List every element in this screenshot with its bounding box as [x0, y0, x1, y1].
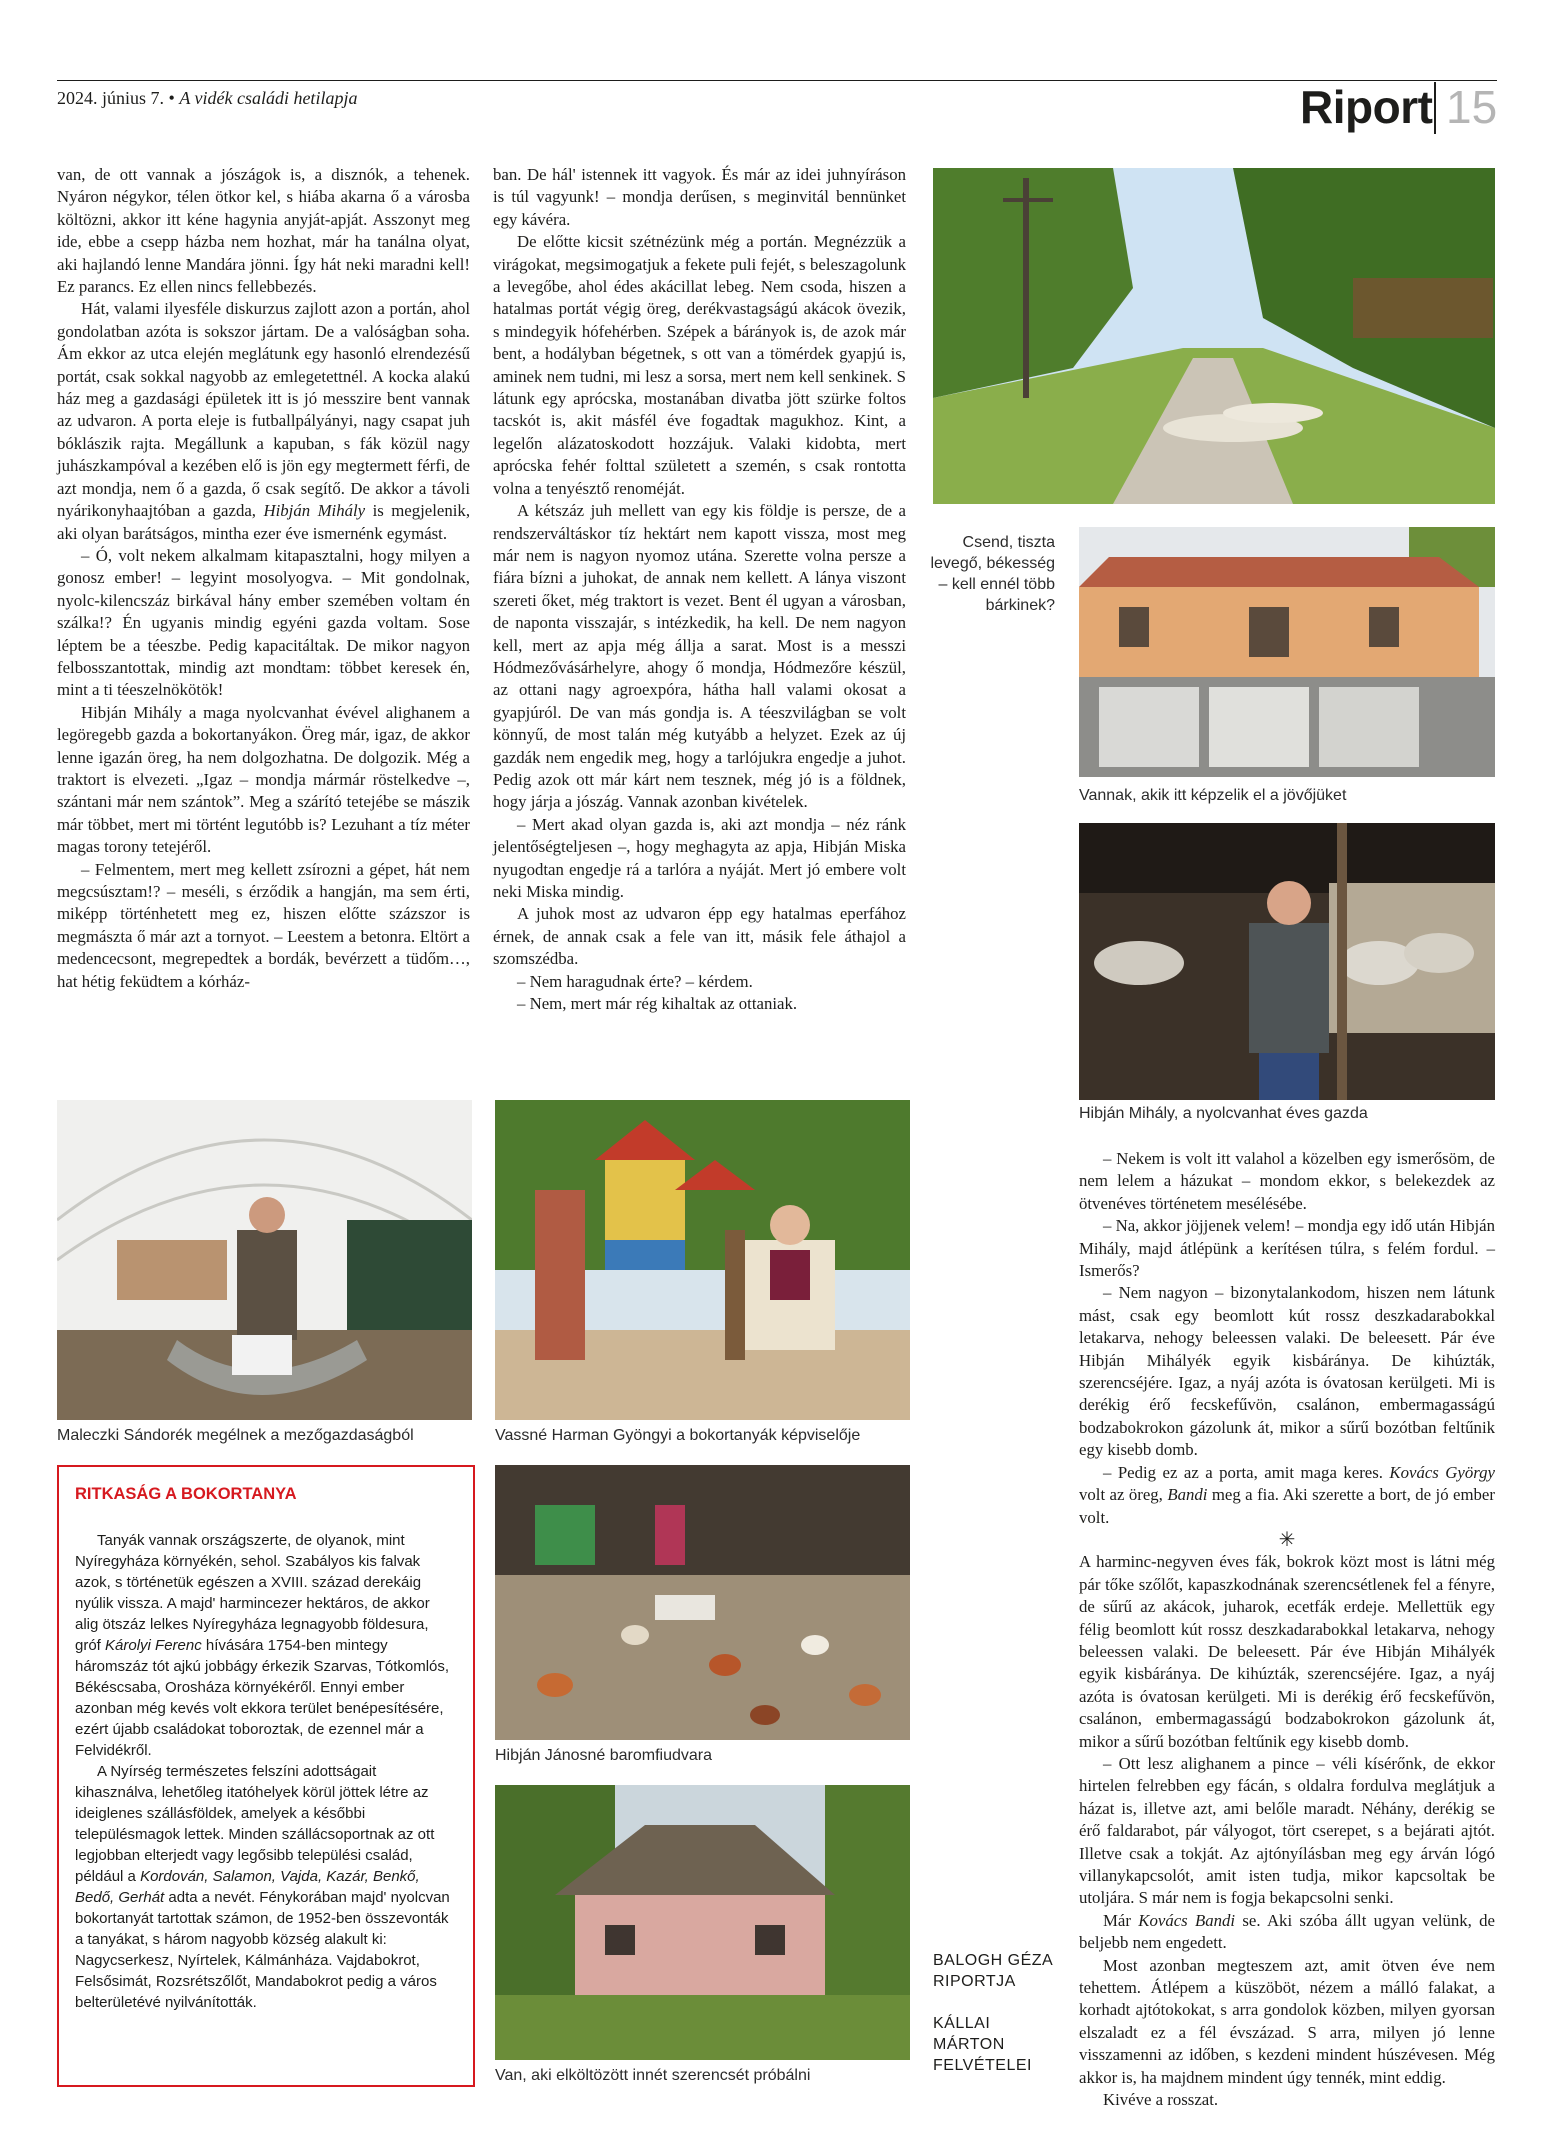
article-column-2: [493, 164, 906, 1015]
paragraph: – Ó, volt nekem alkalmam kitapasztalni, hogy milyen a gonosz ember! – legyint mosolyogva. – Mit gondolnak, nyolc-kilencszáz birkával hány ember szemében voltam én szálka!? Én ugyanis mindig egyéni gazda voltam. Sose léptem be a téeszbe. Pedig kapacitáltak. De mikor nagyon felbosszantottak, mindig azt mondtam: többet keresek én, mint a ti téeszelnökötök!: [57, 545, 470, 700]
caption-greenhouse: Maleczki Sándorék megélnek a mezőgazdaságból: [57, 1427, 414, 1444]
paragraph: De előtte kicsit szétnézünk még a portán. Megnézzük a virágokat, megsimogatjuk a fekete puli fejét, s beleszagolunk a levegőbe, ahol édes akácillat lebeg. Nem csoda, hiszen a hatalmas portát végig öreg, derékvastagságú akácok övezik, s mindegyik hófehérben. Szépek a bárányok is, de azok már bent, a hodályban bégetnek, s ott van a tömérdek gyapjú is, aminek nem tudni, mi lesz a sorsa, mert nem kell senkinek. S látunk egy aprócska, mostanában divatba jött szürke foltos tacskót is, akit másfél éve fogadtak magukhoz. Kint, a legelőn alázatoskodott hozzájuk. Valaki kidobta, mert aprócska fehér folttal született a szemén, s csak rontotta volna a tenyésztő renoméját.: [493, 232, 906, 498]
paragraph: Hát, valami ilyesféle diskurzus zajlott azon a portán, ahol gondolatban azóta is sokszor jártam. De a valóságban soha. Ám ekkor az utca elején meglátunk egy hasonló elrendezésű portát, csak sokkal nagyobb az emlegetettnél. A kocka alakú ház meg a gazdasági épületek itt is jó messzire bent vannak az udvaron. A porta eleje is futballpályányi, nagy csapat juh bóklászik rajta. Megállunk a kapuban, s fák közül nagy juhászkampóval a kezében elő is jön egy megtermett férfi, de azt mondja, nem ő a gazda, ő csak segítő. De akkor a távoli nyárikonyhaajtóban a gazda, Hibján Mihály is megjelenik, aki olyan barátságos, mintha ezer éve ismernénk egymást.: [57, 299, 471, 543]
credit-author-role: RIPORTJA: [933, 1973, 1016, 1990]
person-name: Kovács Bandi: [1138, 1910, 1236, 1930]
photo-new-house: [1079, 527, 1495, 777]
paragraph: van, de ott vannak a jószágok is, a disznók, a tehenek. Nyáron négykor, télen ötkor kel, s hiába akarna ő a városba költözni, akkor itt kéne hagynia anyját-apját. Asszonyt meg ide, ebbe a csepp házba nem hozhat, már ha tanálna olyat, aki hajlandó lenne Mandára jönni. Így hát neki maradni kell! Ez parancs. Ez ellen nincs fellebbezés.: [57, 165, 470, 297]
paragraph: – Nem, mert már rég kihaltak az ottaniak.: [517, 994, 798, 1014]
paragraph: – Felmentem, mert meg kellett zsírozni a gépet, hát nem megcsúsztam!? – meséli, s érződik a hangján, ma sem érti, miképp történhetett meg ez, hiszen előtte százszor is megmászta ő már azt a tornyot. – Leestem a betonra. Eltört a medencecsont, megrepedtek a bordák, bevérzett a tüdőm…, hat hétig feküdtem a kórház-: [57, 859, 470, 991]
caption-house: Vannak, akik itt képzelik el a jövőjüket: [1079, 787, 1347, 804]
family-names: Kordován, Salamon, Vajda, Kazár, Benkő, Bedő, Gerhát: [75, 1868, 420, 1906]
photo-poultry: [495, 1465, 910, 1740]
header-dateline: [57, 88, 357, 109]
photo-sheep-road: [933, 168, 1495, 504]
paragraph: Kivéve a rosszat.: [1103, 2090, 1219, 2110]
paragraph: A juhok most az udvaron épp egy hatalmas eperfához érnek, de annak csak a fele van itt, másik fele áthajol a szomszédba.: [493, 904, 906, 969]
photo-greenhouse: [57, 1100, 472, 1420]
caption-side-quote: Csend, tiszta levegő, békesség – kell ennél több bárkinek?: [930, 534, 1055, 614]
box-title: RITKASÁG A BOKORTANYA: [75, 1485, 297, 1503]
paragraph: A kétszáz juh mellett van egy kis földje is persze, de a rendszerváltáskor tíz hektárt nem kapott vissza, most meg már nem is nagyon nyomoz utána. Szerette volna persze a fiára bízni a juhokat, de annak nem kellett. A lánya viszont szereti őket, még traktort is vezet. Bent él ugyan a városban, de naponta visszajár, s intézkedik, ha kell. De nem nagyon kell, mert az apja még állja a sarat. Most is a messzi Hódmezővásárhelyre, ahogy ő mondja, Hódmezőre készül, az ottani nagy agroexpóra, hátha hall valami okosat a gyapjúról. De van más gondja is. A téeszvilágban se volt könnyű, de most talán még kutyább a helyzet. Ezek az új gazdák nem engedik meg, hogy a tarlójukra engedje a juhot. Pedig azok ott már kárt nem tesznek, még jó is a földnek, hogy járja a jószág. Vannak azonban kivételek.: [493, 501, 906, 812]
paragraph: – Nekem is volt itt valahol a közelben egy ismerősöm, de nem lelem a házukat – mondom ekkor, s belekezdek az ötvenéves történetem mesélésébe.: [1079, 1149, 1495, 1213]
caption-cottage: Van, aki elköltözött innét szerencsét próbálni: [495, 2067, 811, 2084]
box-text: [75, 1530, 457, 2013]
paragraph: – Nem nagyon – bizonytalankodom, hiszen nem látunk mást, csak egy beomlott kút rossz deszkadarabokkal letakarva, nehogy beleessen valaki. De beleesett. Pár éve Hibján Mihályék egyik kisbáránya. De kihúzták, szerencséjére. Igaz, a nyáj azóta is óvatosan kerülgeti. Mi is derékig érő fecskefűvön, csalánon, embermagasságú bodzabokrokon gázolunk át, mikor a sűrű bozótban feltűnik egy kisebb domb.: [1079, 1283, 1495, 1460]
photo-playground: [495, 1100, 910, 1420]
credit-photographer-role: FELVÉTELEI: [933, 2057, 1032, 2074]
paragraph: A harminc-negyven éves fák, bokrok közt most is látni még pár tőke szőlőt, kapaszkodnának szerencsétlenek fel a fényre, de sűrű az akácok, juharok, ecetfák erdeje. Mellettük egy félig beomlott kút rossz deszkadarabokkal letakarva, nehogy beleessen valaki. De beleesett. Pár éve Hibján Mihályék egyik kisbáránya. De kihúzták, szerencséjére. Igaz, a nyáj azóta is óvatosan kerülgeti. Mi is derékig érő fecskefűvön, csalánon, embermagasságú bodzabokrokon gázolunk át, mikor a sűrű bozótban feltűnik egy kisebb domb.: [1079, 1552, 1495, 1751]
paragraph: ban. De hál' istennek itt vagyok. És már az idei juhnyíráson is túl vagyunk! – mondja derűsen, s meginvitál bennünket egy kávéra.: [493, 165, 906, 229]
caption-poultry: Hibján Jánosné baromfiudvara: [495, 1747, 713, 1764]
paragraph: – Nem haragudnak érte? – kérdem.: [517, 971, 753, 991]
credits: [933, 1950, 1053, 2076]
section-divider: ✳: [1278, 1528, 1296, 1551]
photo-cottage: [495, 1785, 910, 2060]
paragraph: – Mert akad olyan gazda is, aki azt mondja – néz ránk jelentőségteljesen –, hogy meghagyta az apja, Hibján Miska nyugodtan engedje rá a tarlóra a nyáját. Mert jó embere volt neki Miska mindig.: [493, 814, 906, 901]
publication-tagline: A vidék családi hetilapja: [179, 88, 358, 108]
caption-playground: Vassné Harman Gyöngyi a bokortanyák képviselője: [495, 1427, 861, 1444]
header-separator: [1434, 82, 1436, 134]
header-rule: [57, 80, 1497, 81]
paragraph: Már Kovács Bandi se. Aki szóba állt ugyan velünk, de beljebb nem engedett.: [1079, 1910, 1495, 1953]
box-paragraph: Tanyák vannak országszerte, de olyanok, mint Nyíregyháza környékén, sehol. Szabályos kis falvak azok, s történetük egészen a XVIII. század derekáig nyúlik vissza. A majd' harmincezer hektáros, de akkor alig ötszáz lelkes Nyíregyháza legnagyobb földesura, gróf Károlyi Ferenc hívására 1754-ben mintegy háromszáz tót ajkú jobbágy érkezik Szarvas, Tótkomlós, Békéscsaba, Orosháza környékéről. Ennyi ember azonban még kevés volt ekkora terület benépesítésére, ezért újabb családokat toboroztak, de ezennel már a Felvidékről.: [75, 1532, 450, 1759]
photo-farmer: [1079, 823, 1495, 1100]
article-column-1: [57, 164, 470, 993]
page-number: 15: [1446, 81, 1498, 133]
section-title: Riport: [1300, 81, 1433, 133]
box-paragraph: A Nyírség természetes felszíni adottságait kihasználva, lehetőleg itatóhelyek körül jöttek létre az ideiglenes szállásföldek, amelyek a későbbi településmagok lettek. Minden szállácsoportnak az ott legjobban elterjedt vagy legősibb települési család, például a Kordován, Salamon, Vajda, Kazár, Benkő, Bedő, Gerhát adta a nevét. Fénykorában majd' nyolcvan bokortanyát tartottak számon, de 1952-ben összevonták a tanyákat, s három nagyobb község alakult ki: Nagycserkesz, Nyírtelek, Kálmánháza. Vajdabokrot, Felsősimát, Rozsrétszőlőt, Mandabokrot pedig a város belterületévé nyilvánították.: [75, 1763, 450, 2011]
paragraph: Hibján Mihály a maga nyolcvanhat évével alighanem a legöregebb gazda a bokortanyákon. Öreg már, igaz, de akkor lenne igazán öreg, ha nem dolgozhatna. De dolgozik. Még a traktort is elvezeti. „Igaz – mondja mármár röstelkedve –, szántani már nem szántok”. Meg a szárító tetejébe se mászik már többet, mert mi történt legutóbb is? Lezuhant a tíz méter magas torony tetejéről.: [57, 702, 470, 857]
sidebar-box: [57, 1465, 475, 2087]
credit-photographer: KÁLLAI: [933, 2015, 991, 2032]
caption-farmer: Hibján Mihály, a nyolcvanhat éves gazda: [1079, 1105, 1368, 1122]
paragraph: – Na, akkor jöjjenek velem! – mondja egy idő után Hibján Mihály, majd átlépünk a kerítésen túlra, s felém fordul. – Ismerős?: [1079, 1216, 1495, 1281]
person-name: Hibján Mihály: [263, 501, 366, 521]
paragraph: – Ott lesz alighanem a pince – véli kísérőnk, de ekkor hirtelen felrebben egy fácán, s oldalra fordulva meglátjuk a házat is, illetve azt, ami belőle maradt. Néhány, derékig se érő faldarabot, pár vályogot, tört cserepet, s a bejárati ajtót. Illetve csak a tokját. Az ajtónyílásban meg egy árván lógó villanykapcsolót, amit isten tudja, mikor kapcsoltak be utoljára. S már nem is fogja bekapcsolni senki.: [1079, 1753, 1495, 1908]
issue-date: 2024. június 7. •: [57, 88, 175, 108]
person-name: Károlyi Ferenc: [105, 1637, 202, 1654]
paragraph: – Pedig ez az a porta, amit maga keres. Kovács György volt az öreg, Bandi meg a fia. Aki szerette a bort, de jó ember volt.: [1079, 1462, 1495, 1527]
article-column-3: [1079, 1148, 1495, 2111]
credit-photographer: MÁRTON: [933, 2036, 1005, 2053]
paragraph: Most azonban megteszem azt, amit ötven éve nem tehettem. Átlépem a küszöböt, nézem a málló falakat, a korhadt ajtótokokat, s arra gondolok közben, milyen gyorsan elszaladt ez a fél évszázad. S arra, milyen jó lenne visszamenni az időben, s kezdeni mindent húszévesen. Még akkor is, ha majdnem mindent úgy tennék, mint eddig.: [1079, 1955, 1495, 2087]
credit-author: BALOGH GÉZA: [933, 1952, 1054, 1969]
